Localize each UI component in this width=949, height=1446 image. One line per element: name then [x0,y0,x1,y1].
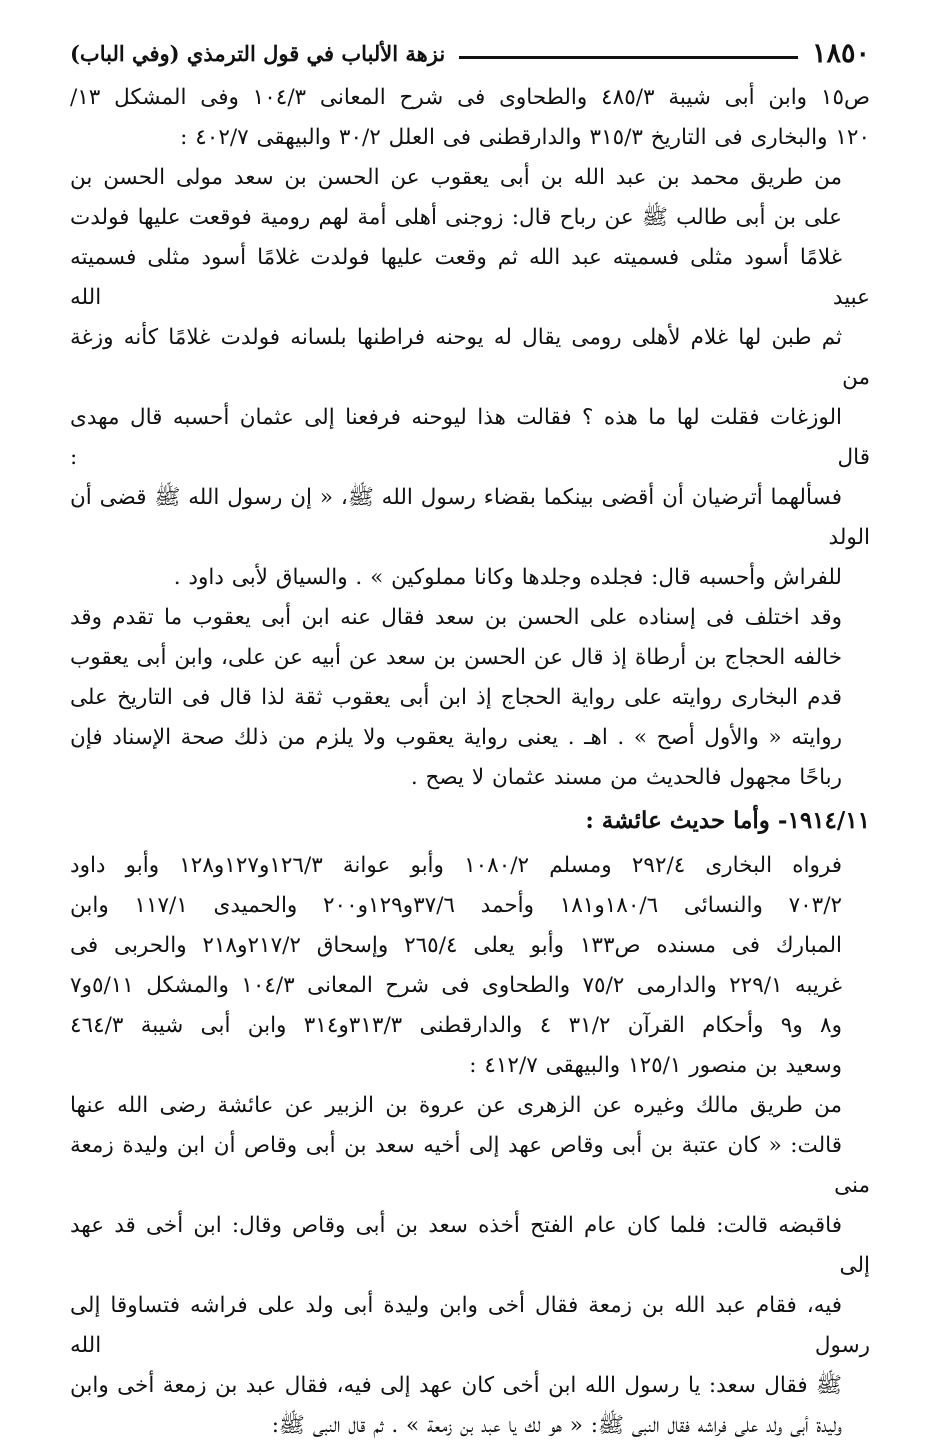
page-header [70,30,870,76]
text-line: من طريق محمد بن عبد الله بن أبى يعقوب عن الحسن بن سعد مولى الحسن بن [70,165,842,190]
text-line: وليدة أبى ولد على فراشه فقال النبى ﷺ: « هو لك يا عبد بن زمعة » . ثم قال النبى ﷺ: [271,1413,842,1438]
text-line: وسعيد بن منصور ١٢٥/١ والبيهقى ٤١٢/٧ : [469,1053,842,1078]
paragraph [70,1086,870,1446]
text-line: روايته « والأول أصح » . اهـ . يعنى رواية يعقوب ولا يلزم من ذلك صحة الإسناد فإن [70,725,842,750]
page-number: ١٨٥٠ [811,37,870,69]
text-line: و٨ و٩ وأحكام القرآن ٣١/٢ ٤ والدارقطنى ٣١٣/٣و٣١٤ وابن أبى شيبة ٤٦٤/٣ [70,1013,842,1038]
text-line: الوزغات فقلت لها ما هذه ؟ فقالت هذا ليوحنه فرفعنا إلى عثمان أحسبه قال مهدى قال : [70,405,870,470]
text-line: ص١٥ وابن أبى شيبة ٤٨٥/٣ والطحاوى فى شرح المعانى ١٠٤/٣ وفى المشكل ١٣/ [70,85,870,110]
text-line: غلامًا أسود مثلى فسميته عبد الله ثم وقعت عليها فولدت غلامًا أسود مثلى فسميته عبيد الله [70,245,870,310]
text-line: وقد اختلف فى إسناده على الحسن بن سعد فقال عنه ابن أبى يعقوب ما تقدم وقد [70,605,842,630]
text-line: فاقبضه قالت: فلما كان عام الفتح أخذه سعد بن أبى وقاص وقال: ابن أخى قد عهد إلى [70,1213,870,1278]
page-body [70,78,870,1446]
text-line: قالت: « كان عتبة بن أبى وقاص عهد إلى أخيه سعد بن أبى وقاص أن ابن وليدة زمعة منى [70,1133,870,1198]
section-heading: ١٩١٤/١١- وأما حديث عائشة : [585,807,870,834]
text-line: على بن أبى طالب ﷺ عن رباح قال: زوجنى أهلى أمة لهم رومية فوقعت عليها فولدت [70,205,842,230]
paragraph [70,158,870,598]
paragraph [70,78,870,158]
text-line: فرواه البخارى ٢٩٢/٤ ومسلم ١٠٨٠/٢ وأبو عوانة ١٢٦/٣و١٢٧و١٢٨ وأبو داود [70,853,842,878]
text-line: قدم البخارى روايته على رواية الحجاج إذ ابن أبى يعقوب ثقة لذا قال فى التاريخ على [70,685,842,710]
text-line: فسألهما أترضيان أن أقضى بينكما بقضاء رسول الله ﷺ، « إن رسول الله ﷺ قضى أن الولد [70,485,870,550]
text-line: ﷺ فقال سعد: يا رسول الله ابن أخى كان عهد إلى فيه، فقال عبد بن زمعة أخى وابن [70,1373,842,1398]
text-line: من طريق مالك وغيره عن الزهرى عن عروة بن الزبير عن عائشة رضى الله عنها [70,1093,842,1118]
text-line: المبارك فى مسنده ص١٣٣ وأبو يعلى ٢٦٥/٤ وإسحاق ٢١٧/٢و٢١٨ والحربى فى [70,933,843,958]
text-line: ١٢٠ والبخارى فى التاريخ ٣١٥/٣ والدارقطنى فى العلل ٣٠/٢ والبيهقى ٤٠٢/٧ : [180,125,870,150]
text-line: خالفه الحجاج بن أرطاة إذ قال عن الحسن بن سعد عن أبيه عن على، وابن أبى يعقوب [70,645,842,670]
text-line: ٧٠٣/٢ والنسائى ١٨٠/٦و١٨١ وأحمد ٣٧/٦و١٢٩و٢٠٠ والحميدى ١١٧/١ وابن [70,893,843,918]
book-page [70,30,870,1438]
text-line: رباحًا مجهول فالحديث من مسند عثمان لا يصح . [410,765,842,790]
paragraph [70,598,870,798]
text-line: فيه، فقام عبد الله بن زمعة فقال أخى وابن وليدة أبى ولد على فراشه فتساوقا إلى رسول الله [70,1293,870,1358]
text-line: للفراش وأحسبه قال: فجلده وجلدها وكانا مملوكين » . والسياق لأبى داود . [173,565,842,590]
running-title: نزهة الألباب في قول الترمذي (وفي الباب) [70,40,446,66]
header-rule [459,56,798,59]
text-line: غريبه ٢٢٩/١ والدارمى ٧٥/٢ والطحاوى فى شرح المعانى ١٠٤/٣ والمشكل ٥/١١و٧ [70,973,843,998]
paragraph [70,846,870,1086]
text-line: ثم طبن لها غلام لأهلى رومى يقال له يوحنه فراطنها بلسانه فولدت غلامًا كأنه وزغة من [70,325,870,390]
